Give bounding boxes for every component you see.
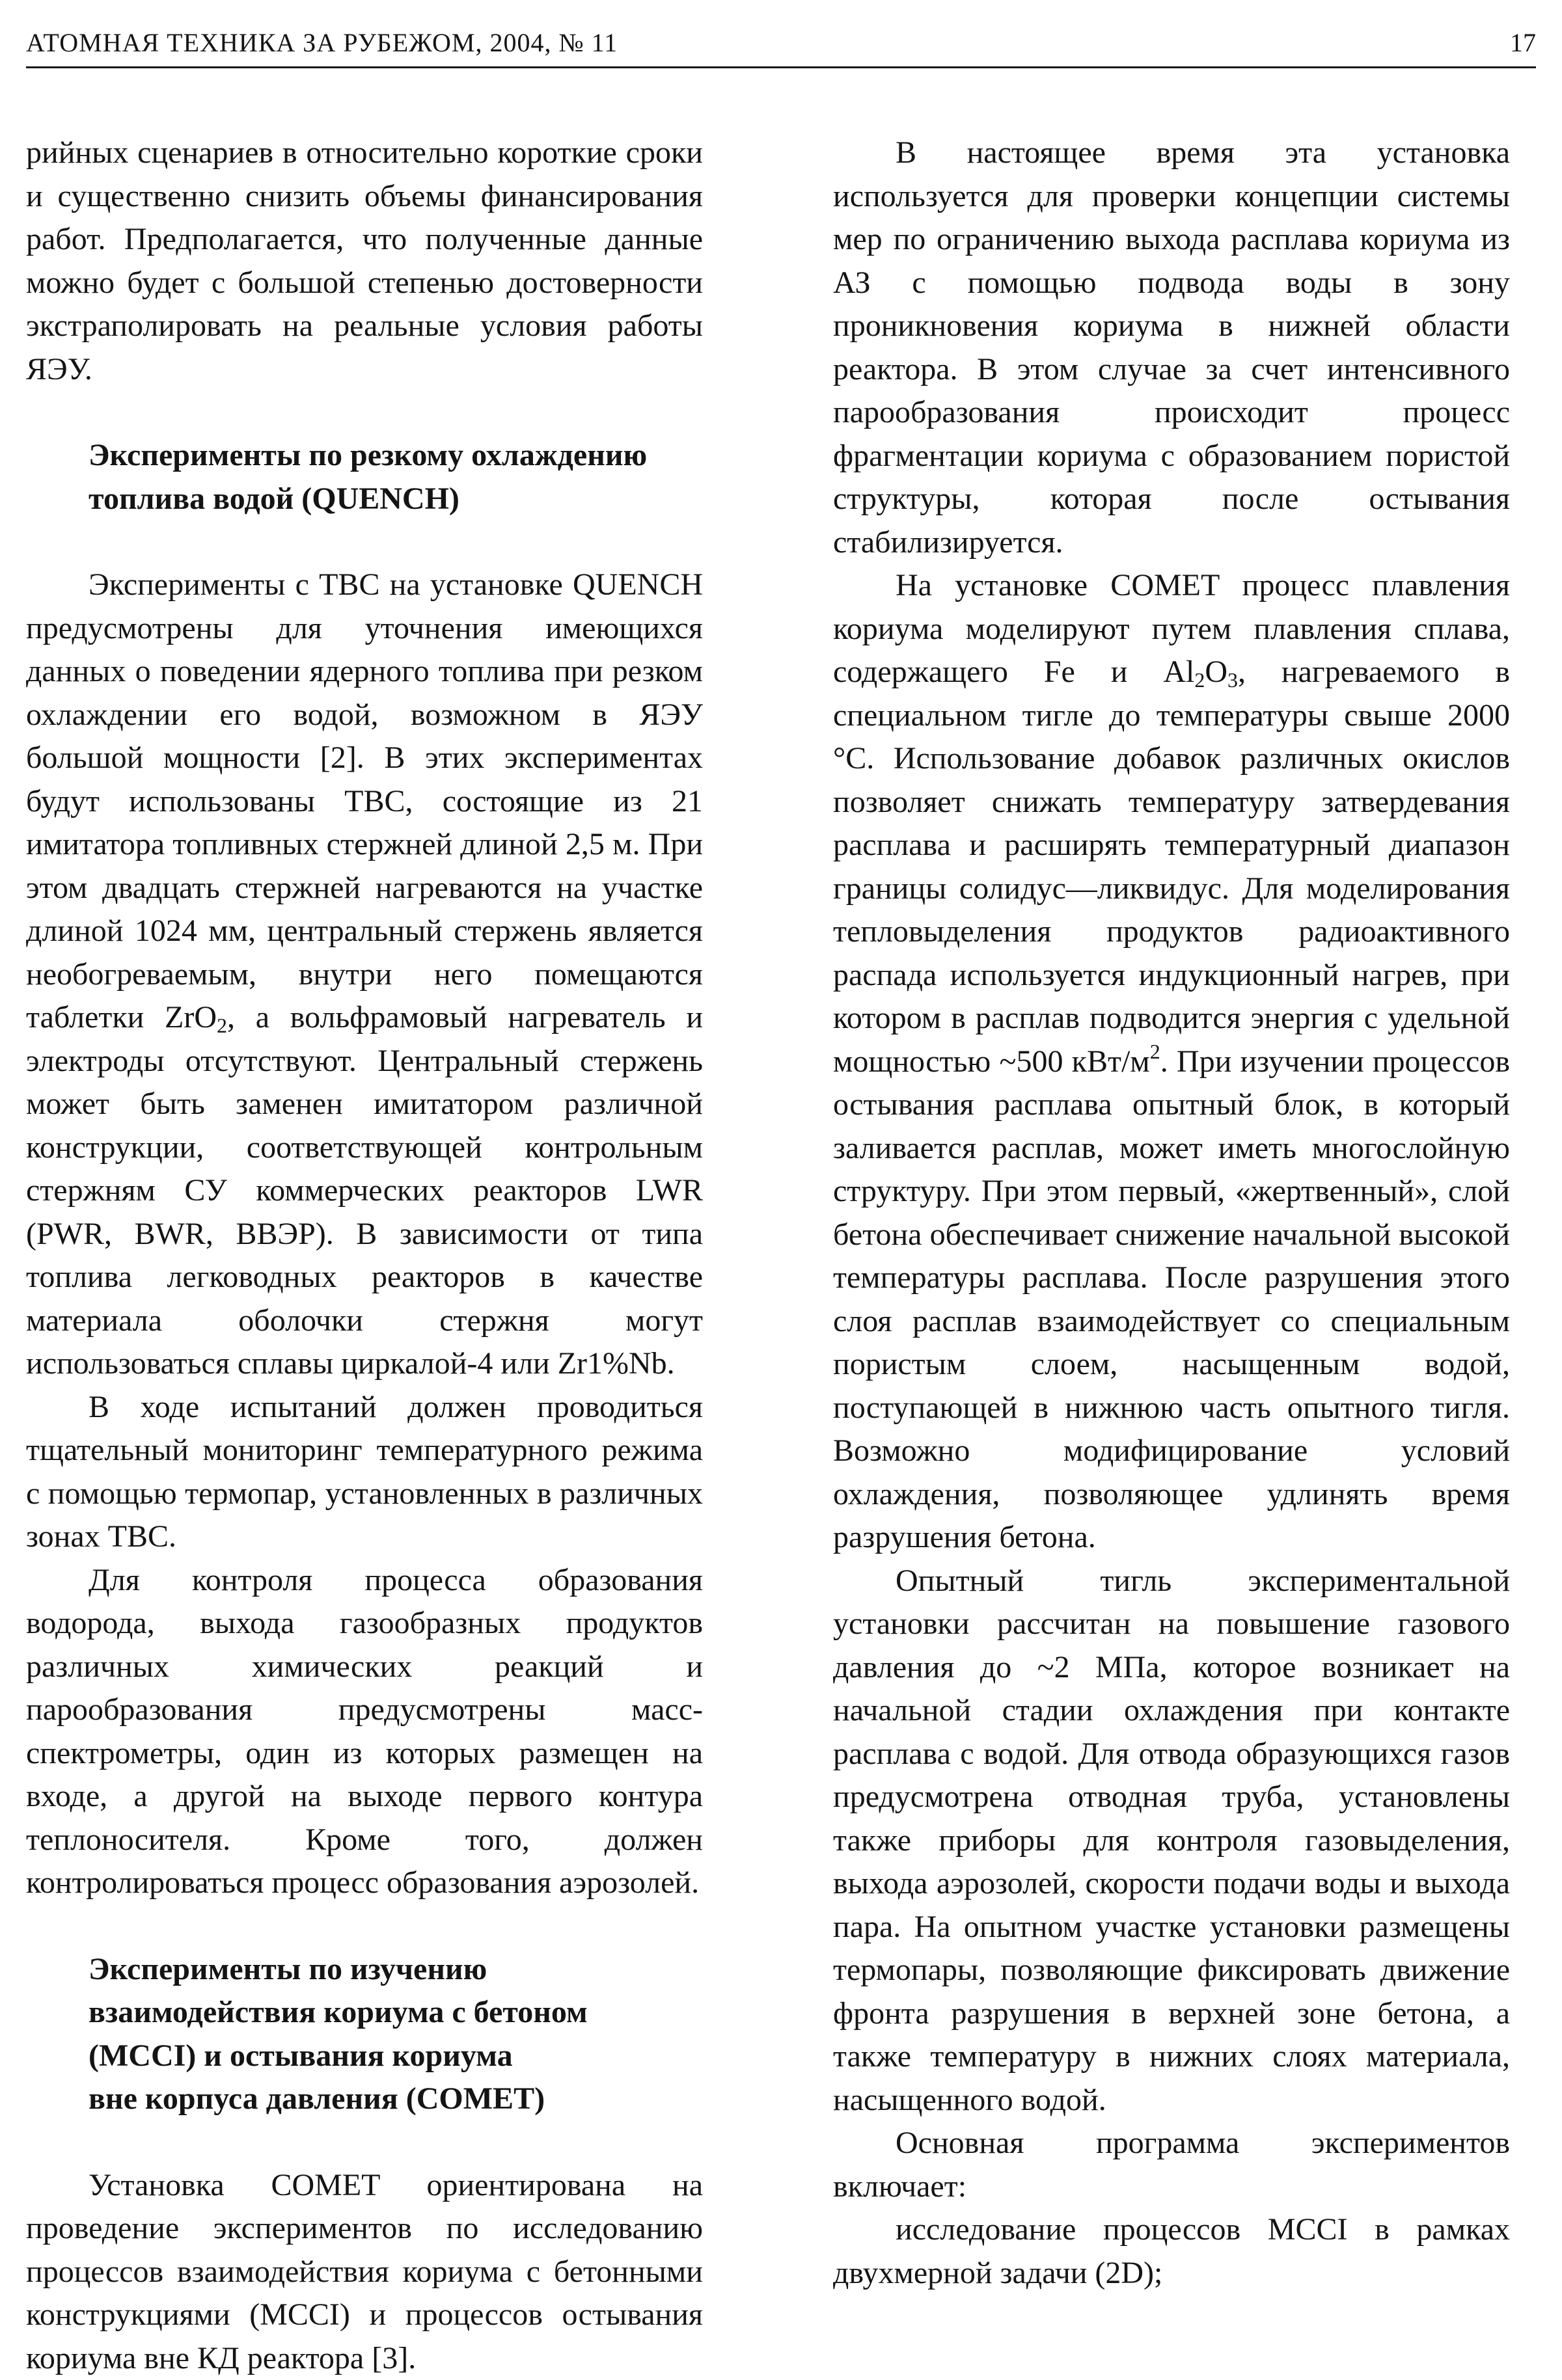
paragraph-concept-check: В настоящее время эта установка используется для проверки концепции системы мер по ограничению выхода расплава кориума из АЗ с помощью подвода воды в зону проникновения кориума в нижней области реактора. В этом случае за счет интенсивного парообразования происходит процесс фрагментации кориума с образованием пористой структуры, которая после остывания стабилизируется. (833, 131, 1510, 564)
paragraph-melting-process: На установке COMET процесс плавления кориума моделируют путем плавления сплава, содержащего Fe и $Al_2O_3$, нагреваемого в специальном тигле до температуры свыше 2000 °С. Использование добавок различных окислов позволяет снижать температуру затвердевания расплава и расширять температурный диапазон границы солидус—ликвидус. Для моделирования тепловыделения продуктов радиоактивного распада используется индукционный нагрев, при котором в расплав подводится энергия с удельной мощностью ~500 кВт/$м^2$. При изучении процессов остывания расплава опытный блок, в который заливается расплав, может иметь многослойную структуру. При этом первый, «жертвенный», слой бетона обеспечивает снижение начальной высокой температуры расплава. После разрушения этого слоя расплав взаимодействует со специальным пористым слоем, насыщенным водой, поступающей в нижнюю часть опытного тигля. Возможно модифицирование условий охлаждения, позволяющее удлинять время разрушения бетона. (833, 564, 1510, 1560)
journal-title: АТОМНАЯ ТЕХНИКА ЗА РУБЕЖОМ, 2004, № 11 (26, 27, 618, 58)
right-column (833, 131, 1510, 2295)
running-header (26, 25, 1536, 68)
section-heading-comet: Эксперименты по изучению взаимодействия кориума с бетоном (МССI) и остывания кориума вне корпуса давления (COMET) (26, 1948, 703, 2121)
paragraph-quench-description: Эксперименты с ТВС на установке QUENCH предусмотрены для уточнения имеющихся данных о поведении ядерного топлива при резком охлаждении его водой, возможном в ЯЭУ большой мощности [2]. В этих экспериментах будут использованы ТВС, состоящие из 21 имитатора топливных стержней длиной 2,5 м. При этом двадцать стержней нагреваются на участке длиной 1024 мм, центральный стержень является необогреваемым, внутри него помещаются таблетки ZrO$_2$, а вольфрамовый нагреватель и электроды отсутствуют. Центральный стержень может быть заменен имитатором различной конструкции, соответствующей контрольным стержням СУ коммерческих реакторов LWR (PWR, BWR, ВВЭР). В зависимости от типа топлива легководных реакторов в качестве материала оболочки стержня могут использоваться сплавы циркалой-4 или Zr1%Nb. (26, 563, 703, 1386)
paragraph-hydrogen-control: Для контроля процесса образования водорода, выхода газообразных продуктов различных химических реакций и парообразования предусмотрены масс-спектрометры, один из которых размещен на входе, а другой на выходе первого контура теплоносителя. Кроме того, должен контролироваться процесс образования аэрозолей. (26, 1559, 703, 1905)
paragraph-crucible: Опытный тигль экспериментальной установки рассчитан на повышение газового давления до ~2 МПа, которое возникает на начальной стадии охлаждения при контакте расплава с водой. Для отвода образующихся газов предусмотрена отводная труба, установлены также приборы для контроля газовыделения, выхода аэрозолей, скорости подачи воды и выхода пара. На опытном участке установки размещены термопары, позволяющие фиксировать движение фронта разрушения в верхней зоне бетона, а также температуру в нижних слоях материала, насыщенного водой. (833, 1560, 1510, 2122)
paragraph-program-intro: Основная программа экспериментов включает: (833, 2122, 1510, 2208)
left-column (26, 131, 703, 2380)
page-number: 17 (1510, 27, 1536, 58)
paragraph-program-item: исследование процессов MCCI в рамках двухмерной задачи (2D); (833, 2208, 1510, 2295)
paragraph-comet-intro: Установка COMET ориентирована на проведение экспериментов по исследованию процессов взаимодействия кориума с бетонными конструкциями (MCCI) и процессов остывания кориума вне КД реактора [3]. (26, 2164, 703, 2380)
paragraph-continued: рийных сценариев в относительно короткие сроки и существенно снизить объемы финансирования работ. Предполагается, что полученные данные можно будет с большой степенью достоверности экстраполировать на реальные условия работы ЯЭУ. (26, 131, 703, 391)
section-heading-quench: Эксперименты по резкому охлаждению топлива водой (QUENCH) (26, 434, 703, 521)
paragraph-monitoring: В ходе испытаний должен проводиться тщательный мониторинг температурного режима с помощью термопар, установленных в различных зонах ТВС. (26, 1386, 703, 1559)
